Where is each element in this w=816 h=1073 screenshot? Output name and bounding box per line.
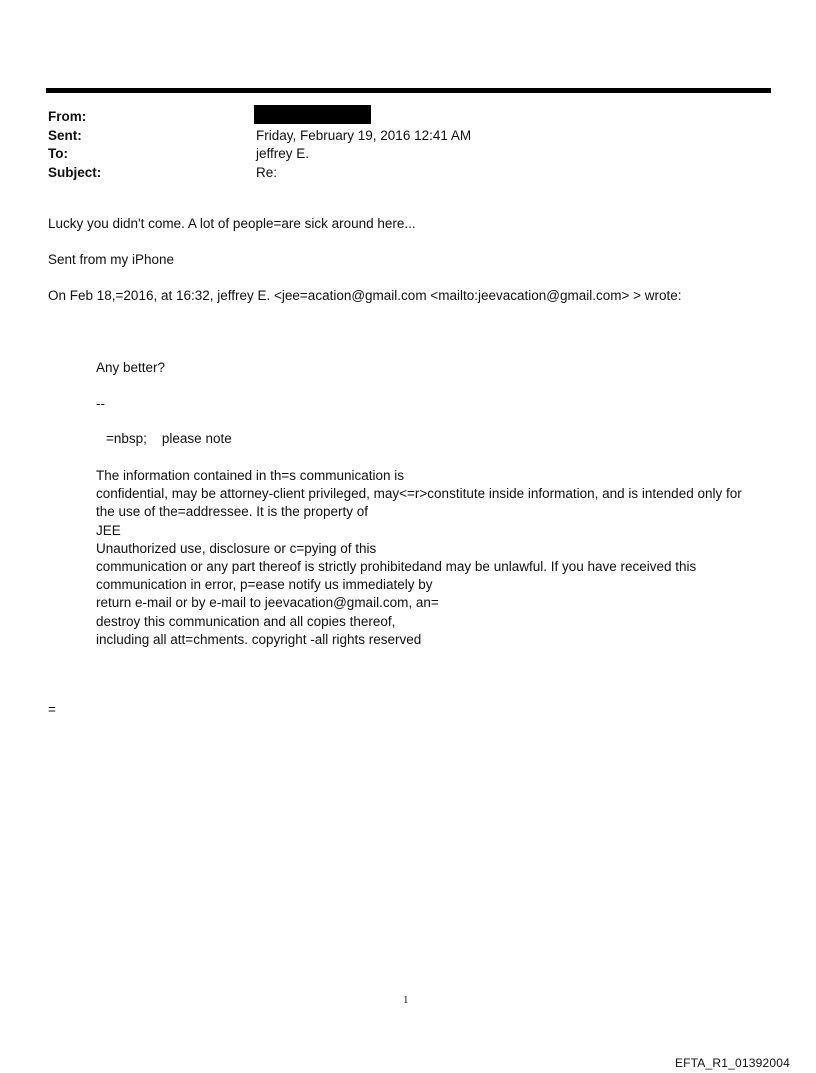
disclaimer-line: return e-mail or by e-mail to jeevacation@gmail.com, an=	[96, 595, 439, 611]
subject-label: Subject:	[48, 164, 102, 180]
reply-intro: On Feb 18,=2016, at 16:32, jeffrey E. <jee=acation@gmail.com <mailto:jeevacation@gmail.com> > wrote:	[48, 288, 682, 303]
confidentiality-disclaimer	[96, 467, 742, 649]
disclaimer-line: The information contained in th=s communication is	[96, 468, 405, 483]
disclaimer-line: Unauthorized use, disclosure or c=pying of this	[96, 540, 377, 556]
trailing-equals: =	[48, 702, 56, 717]
message-text: Lucky you didn't come. A lot of people=are sick around here...	[48, 216, 416, 231]
disclaimer-line: communication in error, p=ease notify us immediately by	[96, 577, 433, 593]
quoted-separator: --	[96, 396, 105, 411]
from-label: From:	[48, 109, 87, 124]
document-id: EFTA_R1_01392004	[674, 1056, 790, 1070]
subject-row	[48, 164, 748, 183]
sent-value: Friday, February 19, 2016 12:41 AM	[256, 127, 472, 143]
sent-row	[48, 127, 748, 146]
sent-label: Sent:	[48, 127, 82, 143]
disclaimer-line: communication or any part thereof is strictly prohibitedand may be unlawful. If you have received this	[96, 559, 697, 575]
to-label: To:	[48, 146, 68, 161]
header-divider	[46, 88, 771, 93]
disclaimer-line: destroy this communication and all copies thereof,	[96, 613, 396, 629]
quoted-question: Any better?	[96, 360, 166, 375]
disclaimer-line: including all att=chments. copyright -all rights reserved	[96, 631, 422, 647]
to-value: jeffrey E.	[256, 146, 310, 161]
from-value	[256, 108, 371, 127]
disclaimer-line: the use of the=addressee. It is the property of	[96, 504, 369, 520]
from-row	[48, 108, 748, 127]
signature-text: Sent from my iPhone	[48, 252, 175, 267]
disclaimer-line: confidential, may be attorney-client privileged, may<=r>constitute inside information, and is intended only for	[96, 486, 742, 502]
page-number: 1	[403, 994, 409, 1006]
to-row	[48, 145, 748, 164]
subject-value: Re:	[256, 164, 278, 180]
disclaimer-line: JEE	[96, 522, 121, 538]
email-header	[48, 108, 748, 182]
redaction-block	[254, 105, 371, 124]
quoted-note: =nbsp; please note	[106, 431, 232, 446]
